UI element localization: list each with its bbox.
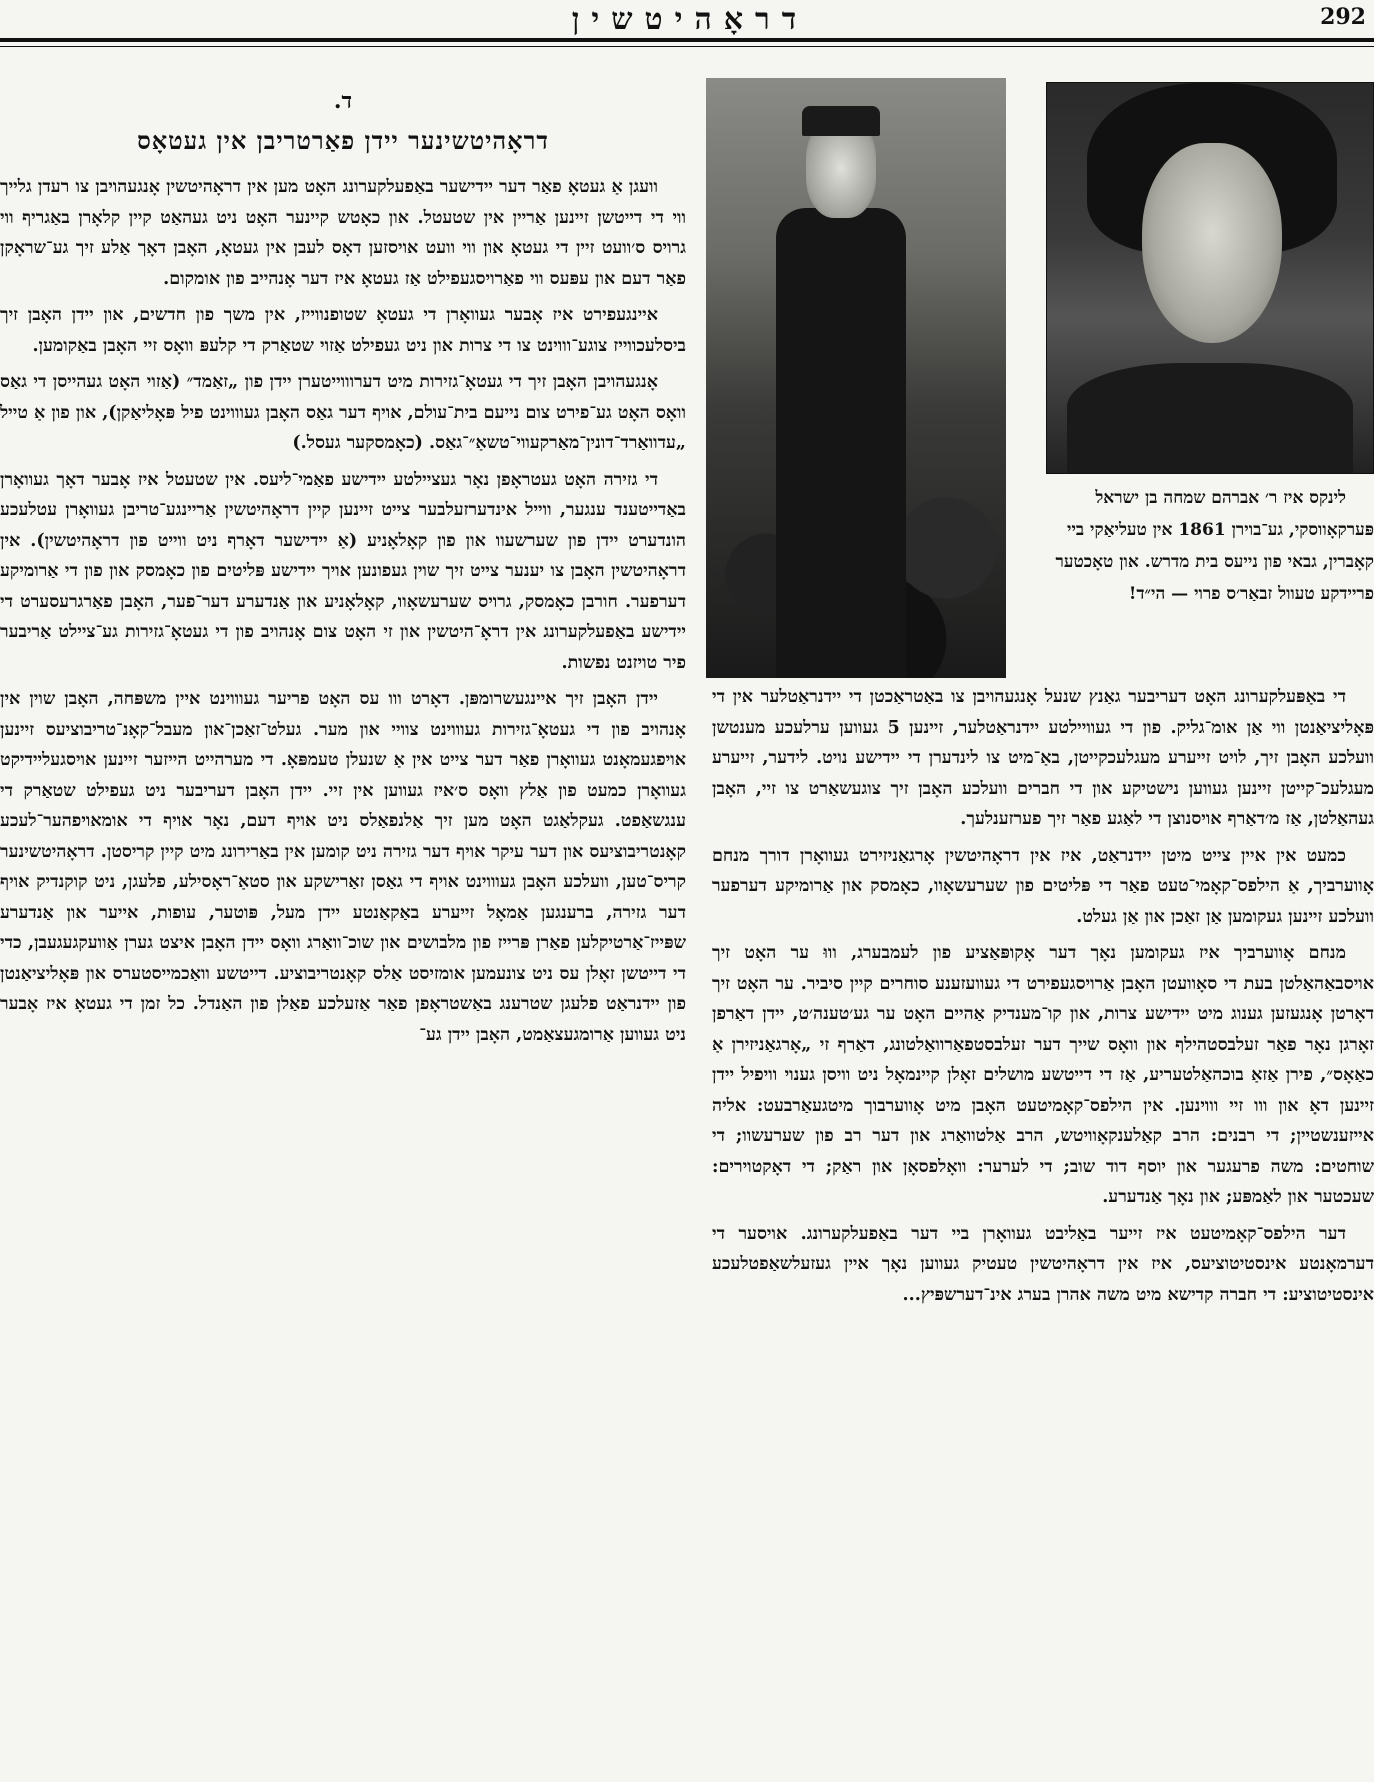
photo-caption: לינקס איז ר׳ אברהם שמחה בן ישראל פּערקאָווסקי, גע־בוירן 1861 אין טעליאַקי ביי קאָברין, גבאי פון נייעס בית מדרש. און טאָכטער פריידקע טעוול זבאַר׳ס פרוי — הי״ד!	[1055, 488, 1374, 604]
portrait-collar	[1067, 363, 1353, 473]
photo-area	[712, 68, 1374, 678]
photo-cap	[802, 106, 880, 136]
portrait-face	[1142, 143, 1282, 343]
section-title: דראָהיטשינער יידן פאַרטריבן אין געטאָס	[137, 126, 549, 155]
header-rule-thick	[0, 38, 1374, 42]
paragraph: די גזירה האָט געטראָפן נאָר געציילטע יידישע פאַמי־ליעס. אין שטעטל איז אָבער דאָך געוואָרן באַדייטענד ענגער, ווייל אינדערזעלבער צייט זיינען קיין דראָהיטשין אַריינגע־טריבן געוואָרן עטלעכע הונדערט יידן פון שערשעוו און פון קאָלאָניע (אַ יידישער דאָרף ניט ווייט פון דראָהיטשין). אין דראָהיטשין האָבן צו יענער צייט זיך שוין געפונען אויך יידישע פּליטים פון כאָמסק און פון די אַרומיקע דערפער. חורבן כאָמסק, גרויס שערעשאָוו, קאָלאָניע און אַנדערע דער־פער, האָבן פאַרגרעסערט די יידישע באַפעלקערונג אין דראָ־היטשין און זי האָט צום אָנהויב פון די געטאָ־גזירות גע־ציילט אַריבער פיר טויזנט נפשות.	[0, 469, 686, 673]
paragraph: מנחם אָווערביך איז געקומען נאָך דער אָקופּאַציע פון לעמבערג, וווּ ער האָט זיך אויסבאַהאַלטן בעת די סאָוועטן האָבן אַרויסגעפירט די געוועזענע סוחרים קיין סיביר. ער האָט זיך דאָרטן אָנגעזען גענוג מיט יידישע צרות, און קו־מענדיק אַהיים האָט ער גע׳טענה׳ט, יידן דאַרפן זאָרגן נאָר פאַר זעלבסטהילף און וואָס שייך דער זעלבסטפאַרוואַלטונג, דאַרף זי „אָרגאַניזירן אַ כאַאָס״, פירן אַזאַ בוכהאַלטעריע, אַז די דייטשע מושלים זאָלן קיינמאָל ניט וויסן גענוי וויפיל יידן זיינען דאָ און ווו זיי וווינען. אין הילפס־קאָמיטעט האָבן מיט אָווערבוך מיטגעאַרבעט: אליה אייזענשטיין; די רבנים: הרב קאַלענקאָוויטש, הרב אַלטוואַרג און דער רב פון שערעשוו; די שוחטים: משה פרעגער און יוסף דוד שוב; די לערער: וואָלפסאָן און ראַק; די דאָקטוירים: שעכטער און לאַמפּע; און נאָך אַנדערע.	[712, 943, 1374, 1207]
paragraph: איינגעפירט איז אָבער געוואָרן די געטאָ שטופנווייז, אין משך פון חדשים, און יידן האָבן זיך ביסלעכווייז צוגע־וווינט צו די צרות און ניט געפילט אַזוי שטאַרק די קלעפּ וואָס זיי האָבן באַקומען.	[0, 305, 686, 356]
paragraph: יידן האָבן זיך איינגעשרומפּן. דאָרט ווו עס האָט פריער געוווינט איין משפּחה, האָבן שוין אין אָנהויב פון די געטאָ־גזירות געוווינט צוויי און מער. געלט־זאַכן־און מעבל־קאָנ־טריבוציעס זיינען אויפגעמאָנט געוואָרן פאַר דער צייט אין אַ שנעלן טעמפּאָ. די מערהייט הייזער זיינען אויסגעליידיקט געוואָרן כמעט פון אַלץ וואָס ס׳איז געווען אין זיי. יידן האָבן דעריבער ניט געפילט שטאַרק די ענגשאַפט. געקלאַגט האָט מען זיך אַלנפאַלס ניט אויף דעם, נאָר אויף די אומאויפהער־לעכע קאָנטריבוציעס און דער עיקר אויף דער גזירה ניט קומען אין באַרירונג מיט קיין קריסטן. דראָהיטשינער קריס־טען, וועלכע האָבן געוווינט אויף די גאַסן זאַרישקע און סטאַ־ראָסילע, פלעגן, ניט קוקנדיק אויף דער גזירה, ברענגען אַמאָל זייערע באַקאַנטע יידן מעל, פּוטער, עופות, אייער און אַנדערע שפּייז־אַרטיקלען פאַרן פּרייז פון מלבושים און שוכ־וואַרג וואָס יידן האָבן איצט גערן אַוועקגעגעבן, כדי די דייטשן זאָלן עס ניט צונעמען אומזיסט אַלס קאָנטריבוציע. דייטשע וואַכמייסטערס און פּאָליציאַנטן פון יידנראַט פלעגן שטרענג באַשטראָפן פאַר אַזעלכע פאַלן פון האַנדל. כל זמן די געטאָ איז אָבער ניט געווען אַרומגעצאַמט, האָבן יידן גע־	[0, 689, 686, 1045]
section-letter: ד.	[333, 88, 353, 114]
paragraph: אָנגעהויבן האָבן זיך די געטאָ־גזירות מיט דערוווייטערן יידן פון „זאַמד״ (אַזוי האָט געהייסן די גאַס וואָס האָט גע־פירט צום נייעם בית־עולם, אויף דער גאַס האָבן געוווינט פיל פּאָליאַקן), און פון אַ טייל „עדוואַרד־דונין־מאַרקעווי־טשאַ״־גאַס. (כאָמסקער געסל.)	[0, 372, 686, 453]
paragraph: וועגן אַ געטאָ פאַר דער יידישער באַפעלקערונג האָט מען אין דראָהיטשין אָנגעהויבן צו רעדן גלייך ווי די דייטשן זיינען אַריין אין שטעטל. און כאָטש קיינער האָט ניט געהאַט קיין קלאָרן באַגריף ווי גרויס ס׳וועט זיין די געטאָ און ווי וועט אויסזען דאָס לעבן אין געטאָ, האָבן דאָך אַלע זיך גע־שראָקן פאַר דעם און עפּעס ווי פאַרויסגעפילט אַז געטאָ איז דער אָנהייב פון אומקום.	[0, 177, 686, 289]
photo-coat	[776, 208, 906, 678]
paragraph: די באַפּעלקערונג האָט דעריבער גאַנץ שנעל אָנגעהויבן צו באַטראַכטן די יידנראַטלער אין די פּאָליציאַנטן ווי אַן אומ־גליק. פון די געוויילטע יידנראַטלער, זיינען 5 געווען ערלעכע מענטשן וועלכע האָבן זיך, לויט זייערע מעגלעכקייטן, באַ־מיט צו לינדערן די יידישע נויט. לידער, זייערע מעגלעכ־קייטן זיינען געווען נישטיקע און די חברים וועלכע האָבן זיך צוגעשאַרט צו זיי, האָבן געהאַלטן, אַז מ׳דאַרף אויסנוצן די לאַגע פאַר זיך פערזענלעך.	[712, 687, 1374, 829]
right-column	[712, 68, 1374, 1316]
right-text	[712, 682, 1374, 1310]
page-header	[0, 0, 1374, 40]
portrait-photo	[1046, 82, 1374, 474]
standing-man-photo	[706, 78, 1006, 678]
header-rule-thin	[0, 46, 1374, 47]
paragraph: דער הילפס־קאָמיטעט איז זייער באַליבט געוואָרן ביי דער באַפעלקערונג. אויסער די דערמאָנטע אינסטיטוציעס, איז אין דראָהיטשין טעטיק געווען נאָך איין געזעלשאַפטלעכע אינסטיטוציע: די חברה קדישא מיט משה אהרן בערג אינ־דערשפּיץ...	[712, 1223, 1374, 1305]
left-column	[0, 88, 686, 1056]
paragraph: כמעט אין איין צייט מיטן יידנראַט, איז אין דראָהיטשין אָרגאַניזירט געוואָרן דורך מנחם אָווערביך, אַ הילפס־קאָמי־טעט פאַר די פּליטים פון שערעשאָוו, כאָמסק און אַרומיקע דערפער וועלכע זיינען געקומען אַן זאַכן און אַן געלט.	[712, 845, 1374, 927]
running-title: דראָהיטשין	[571, 2, 809, 37]
page-number: 292	[1320, 4, 1366, 30]
